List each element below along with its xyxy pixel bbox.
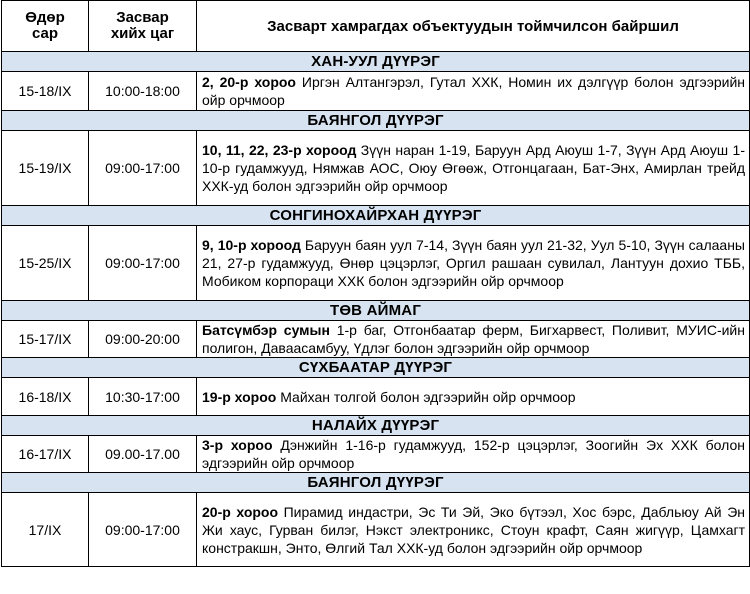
date-cell: 16-17/IX [2, 436, 89, 473]
header-time-line1: Засвар [116, 9, 169, 26]
khoroo-label: 9, 10-р хороод [202, 237, 301, 253]
location-cell [197, 72, 750, 111]
location-cell [197, 378, 750, 416]
date-cell: 15-25/IX [2, 226, 89, 301]
district-header-row [2, 111, 750, 131]
header-date [2, 1, 89, 52]
time-cell: 09:00-17:00 [89, 493, 197, 567]
time-cell: 09:00-17:00 [89, 131, 197, 206]
location-description: Пирамид индастри, Эс Ти Эй, Эко бүтээл, Хос бэрс, Дабльюу Ай Эн Жи хаус, Гурван билэг, Нэкст электроникс, Стоун крафт, Саян жигүүр, Цамхагт констракшн, Энто, Өлгий Тал ХХК-уд болон эдгээрийн ойр орчмоор [202, 503, 745, 556]
location-description: 1-р баг, Отгонбаатар ферм, Бигхарвест, Поливит, МУИС-ийн полигон, Даваасамбуу, Үдлэг болон эдгээрийн ойр орчмоор [202, 322, 745, 356]
table-row [2, 321, 750, 358]
location-cell [197, 493, 750, 567]
district-name: БАЯНГОЛ ДҮҮРЭГ [2, 473, 750, 493]
time-cell: 09:00-20:00 [89, 321, 197, 358]
time-cell: 10:30-17:00 [89, 378, 197, 416]
header-time-line2: хийх цаг [110, 25, 175, 42]
table-header-row [2, 1, 750, 52]
header-date-line2: сар [31, 25, 59, 42]
time-cell: 09:00-17:00 [89, 226, 197, 301]
time-cell: 09.00-17.00 [89, 436, 197, 473]
khoroo-label: 20-р хороо [202, 503, 279, 520]
table-row [2, 131, 750, 206]
district-header-row [2, 358, 750, 378]
table-row [2, 378, 750, 416]
location-cell [197, 226, 750, 301]
khoroo-label: 3-р хороо [202, 437, 273, 453]
table-row [2, 72, 750, 111]
district-name: ТӨВ АЙМАГ [2, 301, 750, 321]
date-cell: 15-19/IX [2, 131, 89, 206]
khoroo-label: 19-р хороо [202, 388, 277, 405]
date-cell: 15-18/IX [2, 72, 89, 111]
location-cell [197, 321, 750, 358]
district-header-row [2, 206, 750, 226]
table-row [2, 226, 750, 301]
date-cell: 17/IX [2, 493, 89, 567]
location-description: Дэнжийн 1-16-р гудамжууд, 152-р цэцэрлэг, Зоогийн Эх ХХК болон эдгээрийн ойр орчмоор [202, 437, 745, 471]
header-date-line1: Өдөр [25, 9, 65, 26]
district-header-row [2, 473, 750, 493]
location-description: Зүүн наран 1-19, Баруун Ард Аюуш 1-7, Зүүн Ард Аюуш 1-10-р гудамжууд, Нямжав АОС, Оюу Өгөөж, Отгонцагаан, Бат-Энх, Амирлан трейд ХХК-уд болон эдгээрийн ойр орчмоор [202, 142, 745, 194]
district-header-row [2, 301, 750, 321]
header-time [89, 1, 197, 52]
repair-schedule-table [1, 0, 750, 567]
district-name: СОНГИНОХАЙРХАН ДҮҮРЭГ [2, 206, 750, 226]
location-cell [197, 131, 750, 206]
khoroo-label: 2, 20-р хороо [202, 74, 296, 90]
table-row [2, 436, 750, 473]
district-name: СҮХБААТАР ДҮҮРЭГ [2, 358, 750, 378]
khoroo-label: Батсүмбэр сумын [202, 322, 330, 338]
date-cell: 16-18/IX [2, 378, 89, 416]
khoroo-label: 10, 11, 22, 23-р хороод [202, 142, 357, 158]
district-name: БАЯНГОЛ ДҮҮРЭГ [2, 111, 750, 131]
location-description: Майхан толгой болон эдгээрийн ойр орчмоор [276, 388, 576, 405]
district-name: НАЛАЙХ ДҮҮРЭГ [2, 416, 750, 436]
date-cell: 15-17/IX [2, 321, 89, 358]
table-row [2, 493, 750, 567]
location-cell [197, 436, 750, 473]
district-header-row [2, 52, 750, 72]
district-name: ХАН-УУЛ ДҮҮРЭГ [2, 52, 750, 72]
table-body [2, 52, 750, 567]
location-description: Иргэн Алтангэрэл, Гутал ХХК, Номин их дэлгүүр болон эдгээрийн ойр орчмоор [202, 74, 746, 108]
district-header-row [2, 416, 750, 436]
header-location: Засварт хамрагдах объектуудын тоймчилсон байршил [197, 1, 750, 52]
time-cell: 10:00-18:00 [89, 72, 197, 111]
location-description: Баруун баян уул 7-14, Зүүн баян уул 21-32, Уул 5-10, Зүүн салааны 21, 27-р гудамжууд, Өнөр цэцэрлэг, Оргил рашаан сувилал, Лантуун дохио ТББ, Мобиком корпораци ХХК болон эдгээрийн ойр орчмоор [202, 237, 745, 289]
